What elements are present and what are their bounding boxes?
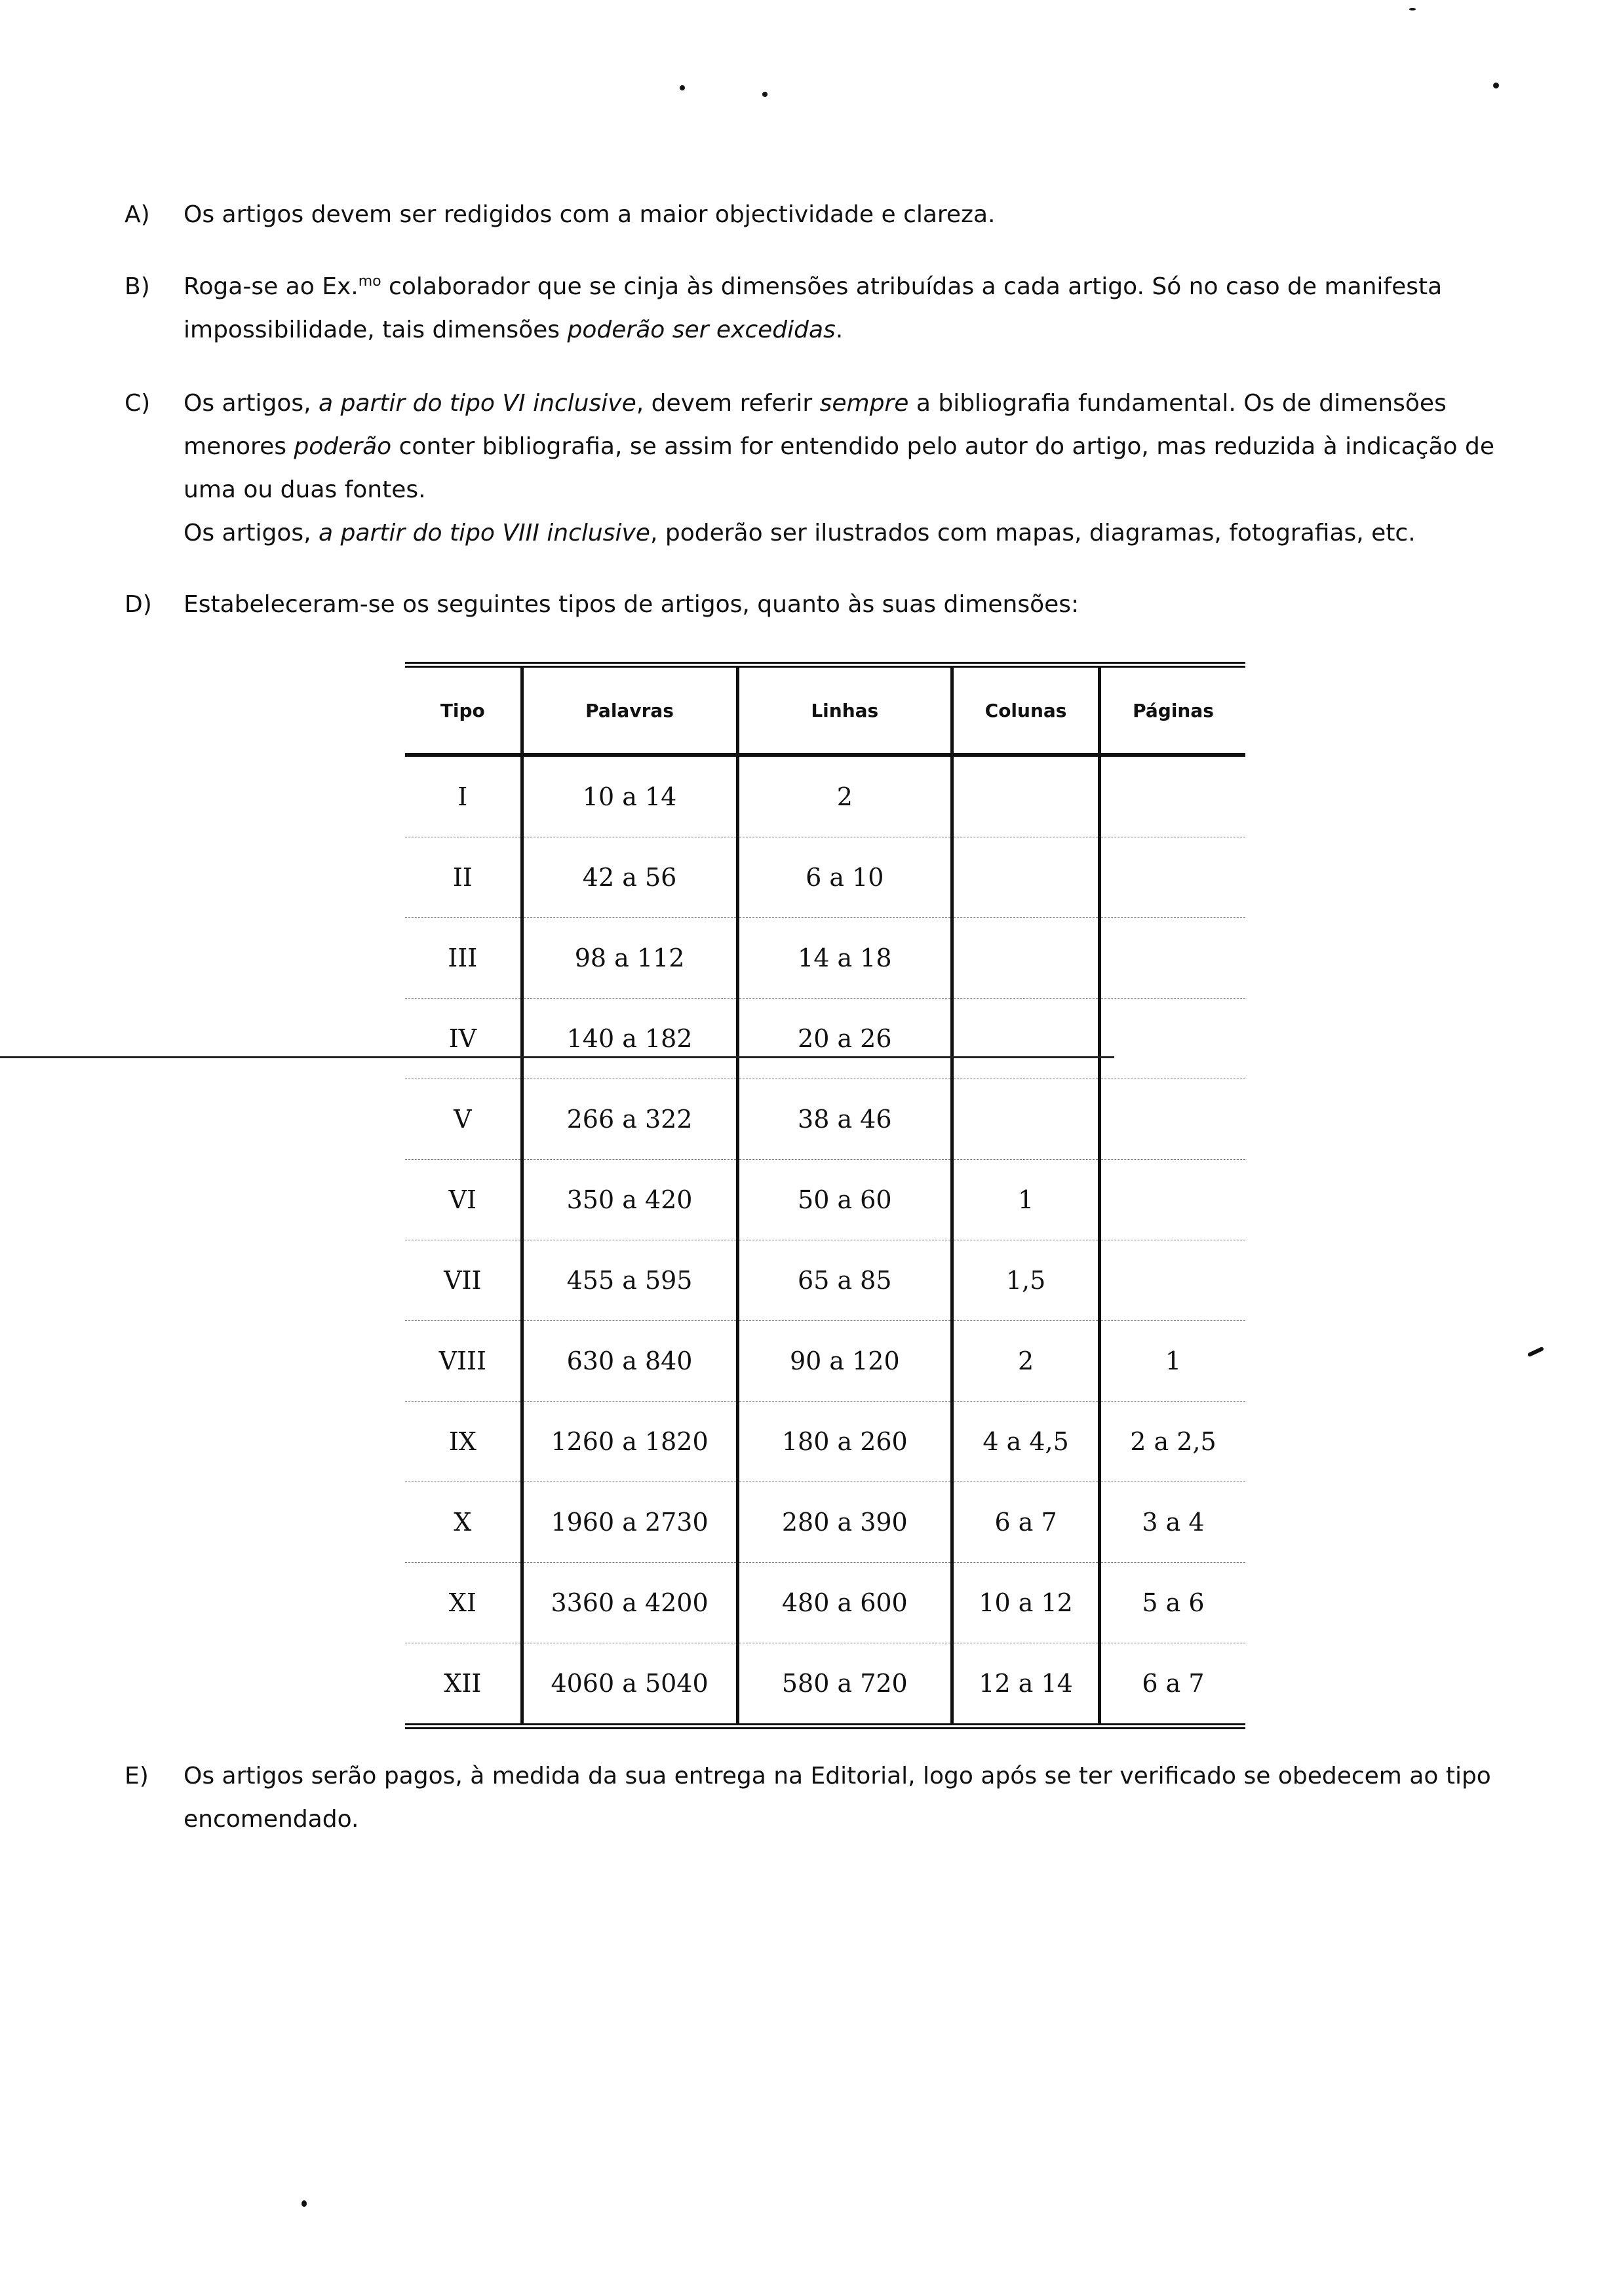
scan-speck — [1493, 83, 1499, 88]
cell-palavras: 10 a 14 — [522, 755, 737, 837]
cell-paginas — [1100, 837, 1245, 918]
table-row — [405, 1482, 1245, 1563]
cell-paginas: 5 a 6 — [1100, 1563, 1245, 1643]
cell-tipo: I — [405, 755, 522, 837]
text-run: a bibliografia fundamental. Os de dimensões menores — [184, 390, 1447, 460]
cell-colunas: 10 a 12 — [952, 1563, 1100, 1643]
cell-palavras: 140 a 182 — [522, 999, 737, 1079]
scan-speck — [762, 92, 768, 97]
cell-linhas: 50 a 60 — [737, 1160, 952, 1240]
cell-colunas: 2 — [952, 1321, 1100, 1402]
clause-label: B) — [125, 273, 150, 300]
cell-linhas: 20 a 26 — [737, 999, 952, 1079]
clause-b — [125, 265, 1534, 352]
cell-colunas: 12 a 14 — [952, 1643, 1100, 1727]
clause-label: D) — [125, 591, 152, 618]
scan-speck — [1527, 1347, 1544, 1357]
text-run: conter bibliografia, se assim for entendido pelo autor do artigo, mas reduzida à indicação de uma ou duas fontes. — [184, 433, 1494, 503]
table-row — [405, 1079, 1245, 1160]
cell-colunas — [952, 918, 1100, 999]
scan-line-artifact — [0, 1056, 1114, 1058]
cell-paginas: 1 — [1100, 1321, 1245, 1402]
emphasis: a partir do tipo VIII inclusive — [319, 520, 650, 546]
cell-paginas: 6 a 7 — [1100, 1643, 1245, 1727]
cell-colunas: 1 — [952, 1160, 1100, 1240]
cell-tipo: VI — [405, 1160, 522, 1240]
table-row — [405, 999, 1245, 1079]
paragraph — [184, 382, 1534, 512]
scan-speck — [680, 85, 685, 90]
table-header-row — [405, 665, 1245, 756]
cell-tipo: IV — [405, 999, 522, 1079]
text-run: Roga-se ao Ex. — [184, 273, 359, 300]
cell-palavras: 98 a 112 — [522, 918, 737, 999]
table-row — [405, 1402, 1245, 1482]
cell-palavras: 455 a 595 — [522, 1240, 737, 1321]
cell-linhas: 14 a 18 — [737, 918, 952, 999]
cell-paginas: 3 a 4 — [1100, 1482, 1245, 1563]
cell-linhas: 180 a 260 — [737, 1402, 952, 1482]
clause-text: Os artigos serão pagos, à medida da sua entrega na Editorial, logo após se ter verificado se obedecem ao tipo encomendado. — [184, 1763, 1491, 1833]
clause-c — [125, 382, 1534, 555]
text-run: colaborador que se cinja às dimensões atribuídas a cada artigo. Só no caso de manifesta impossibilidade, tais dimensões — [184, 273, 1443, 343]
cell-tipo: III — [405, 918, 522, 999]
scan-speck — [1409, 8, 1416, 10]
cell-paginas — [1100, 999, 1245, 1079]
clause-e — [125, 1755, 1534, 1841]
cell-palavras: 1960 a 2730 — [522, 1482, 737, 1563]
cell-tipo: X — [405, 1482, 522, 1563]
emphasis: poderão ser excedidas — [567, 316, 836, 343]
table-row — [405, 1240, 1245, 1321]
cell-palavras: 3360 a 4200 — [522, 1563, 737, 1643]
cell-paginas — [1100, 755, 1245, 837]
cell-tipo: II — [405, 837, 522, 918]
cell-tipo: IX — [405, 1402, 522, 1482]
cell-colunas — [952, 1079, 1100, 1160]
clause-label: C) — [125, 390, 151, 417]
table-row — [405, 918, 1245, 999]
cell-palavras: 266 a 322 — [522, 1079, 737, 1160]
header-paginas: Páginas — [1133, 699, 1214, 721]
text-run: , poderão ser ilustrados com mapas, diagramas, fotografias, etc. — [650, 520, 1416, 546]
cell-paginas: 2 a 2,5 — [1100, 1402, 1245, 1482]
cell-paginas — [1100, 1160, 1245, 1240]
cell-linhas: 280 a 390 — [737, 1482, 952, 1563]
cell-palavras: 630 a 840 — [522, 1321, 737, 1402]
clause-label: E) — [125, 1763, 149, 1789]
clause-text: Os artigos devem ser redigidos com a maior objectividade e clareza. — [184, 201, 996, 228]
clause-d — [125, 583, 1534, 626]
header-colunas: Colunas — [952, 665, 1100, 756]
cell-palavras: 1260 a 1820 — [522, 1402, 737, 1482]
emphasis: poderão — [294, 433, 392, 460]
table-row — [405, 837, 1245, 918]
header-tipo: Tipo — [405, 665, 522, 756]
clause-text — [184, 382, 1534, 555]
cell-linhas: 580 a 720 — [737, 1643, 952, 1727]
cell-tipo: VIII — [405, 1321, 522, 1402]
cell-paginas — [1100, 1079, 1245, 1160]
header-palavras: Palavras — [522, 665, 737, 756]
table-row — [405, 1563, 1245, 1643]
article-types-table — [405, 662, 1245, 1729]
text-run: , devem referir — [636, 390, 820, 417]
cell-linhas: 6 a 10 — [737, 837, 952, 918]
cell-colunas — [952, 999, 1100, 1079]
table-row — [405, 1643, 1245, 1727]
cell-colunas: 4 a 4,5 — [952, 1402, 1100, 1482]
cell-paginas — [1100, 1240, 1245, 1321]
emphasis: sempre — [819, 390, 909, 417]
cell-linhas: 38 a 46 — [737, 1079, 952, 1160]
emphasis: a partir do tipo VI inclusive — [319, 390, 636, 417]
clause-text: Estabeleceram-se os seguintes tipos de artigos, quanto às suas dimensões: — [184, 591, 1080, 618]
cell-linhas: 90 a 120 — [737, 1321, 952, 1402]
cell-palavras: 350 a 420 — [522, 1160, 737, 1240]
cell-linhas: 480 a 600 — [737, 1563, 952, 1643]
cell-colunas: 6 a 7 — [952, 1482, 1100, 1563]
cell-tipo: VII — [405, 1240, 522, 1321]
cell-palavras: 42 a 56 — [522, 837, 737, 918]
text-run: Os artigos, — [184, 390, 319, 417]
table-row — [405, 755, 1245, 837]
cell-colunas: 1,5 — [952, 1240, 1100, 1321]
header-linhas: Linhas — [737, 665, 952, 756]
cell-linhas: 65 a 85 — [737, 1240, 952, 1321]
cell-tipo: XII — [405, 1643, 522, 1727]
cell-colunas — [952, 755, 1100, 837]
cell-tipo: XI — [405, 1563, 522, 1643]
cell-linhas: 2 — [737, 755, 952, 837]
clause-label: A) — [125, 201, 150, 228]
table-row — [405, 1160, 1245, 1240]
clause-text — [184, 265, 1534, 352]
cell-palavras: 4060 a 5040 — [522, 1643, 737, 1727]
dimensions-table — [405, 662, 1245, 1729]
superscript: mo — [358, 273, 381, 290]
clause-a — [125, 193, 1534, 237]
text-run: . — [835, 316, 844, 343]
cell-colunas — [952, 837, 1100, 918]
cell-tipo: V — [405, 1079, 522, 1160]
paragraph — [184, 512, 1534, 555]
table-row — [405, 1321, 1245, 1402]
text-run: Os artigos, — [184, 520, 319, 546]
scan-speck — [302, 2200, 307, 2207]
cell-paginas — [1100, 918, 1245, 999]
